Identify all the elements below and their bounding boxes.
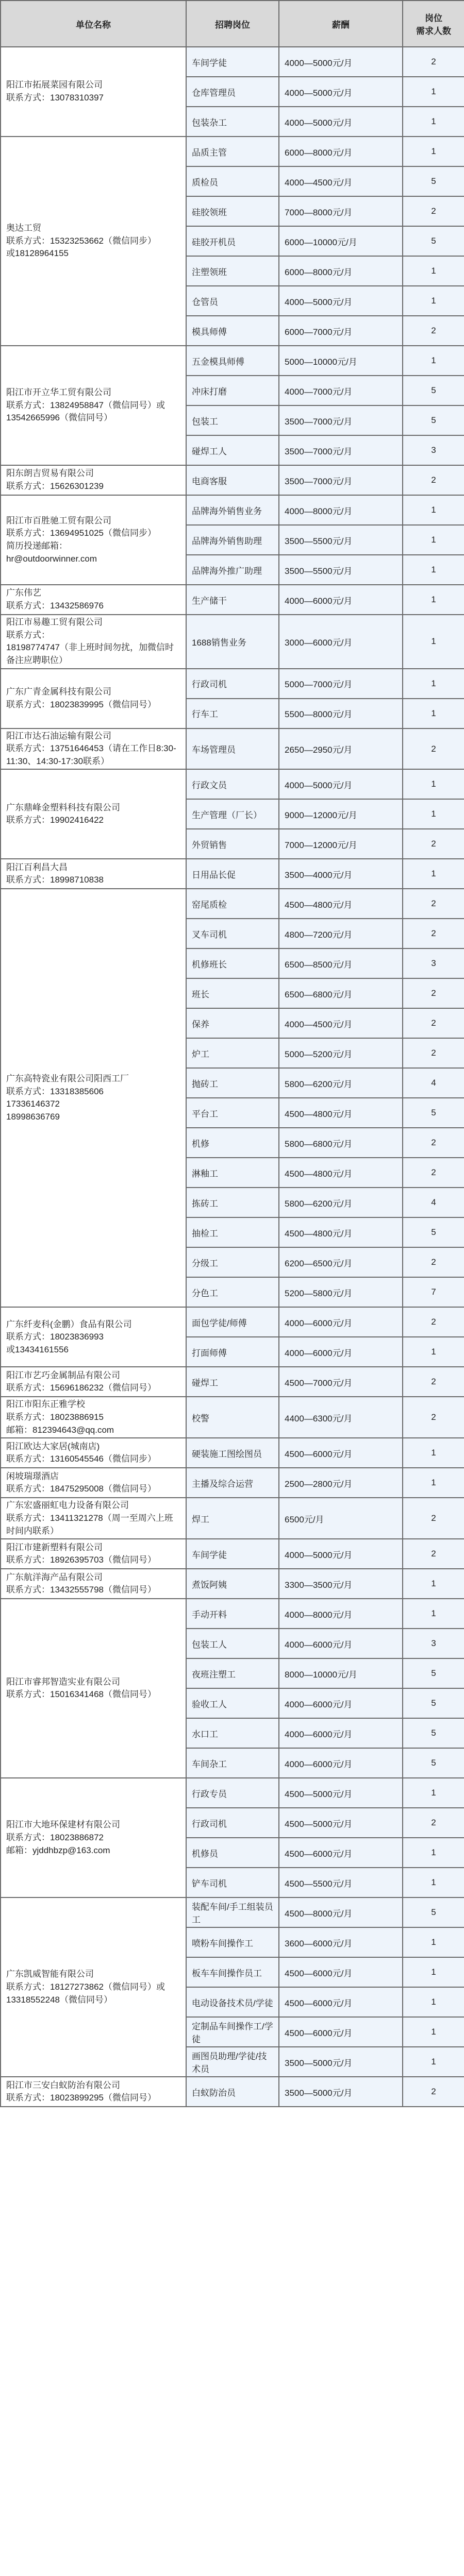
salary-cell: 4400—6300元/月 — [279, 1397, 403, 1438]
salary-cell: 5800—6200元/月 — [279, 1188, 403, 1217]
count-cell: 5 — [403, 226, 464, 256]
position-cell: 拣砖工 — [186, 1188, 279, 1217]
count-cell: 5 — [403, 1658, 464, 1688]
company-info: 奥达工贸 联系方式：15323253662（微信同步） 或18128964155 — [1, 137, 186, 346]
count-cell: 4 — [403, 1068, 464, 1098]
position-cell: 行政司机 — [186, 1808, 279, 1838]
count-cell: 2 — [403, 1008, 464, 1038]
salary-cell: 4500—4800元/月 — [279, 1098, 403, 1128]
company-info: 阳江市建新塑料有限公司 联系方式：18926395703（微信同号） — [1, 1539, 186, 1569]
table-row — [1, 585, 464, 615]
header-count: 岗位 需求人数 — [403, 1, 464, 47]
position-cell: 品质主管 — [186, 137, 279, 166]
count-cell: 1 — [403, 495, 464, 525]
position-cell: 模具师傅 — [186, 316, 279, 346]
position-cell: 电动设备技术员/学徒 — [186, 1987, 279, 2017]
salary-cell: 4000—6000元/月 — [279, 585, 403, 615]
count-cell: 5 — [403, 166, 464, 196]
position-cell: 硬装施工图绘图员 — [186, 1438, 279, 1468]
position-cell: 机修 — [186, 1128, 279, 1158]
company-info: 阳江欧达大家居(城南店) 联系方式：13160545546（微信同步） — [1, 1438, 186, 1468]
count-cell: 5 — [403, 1718, 464, 1748]
company-info: 阳江市拓展菜园有限公司 联系方式：13078310397 — [1, 47, 186, 137]
header-salary: 薪酬 — [279, 1, 403, 47]
salary-cell: 4000—5000元/月 — [279, 286, 403, 316]
salary-cell: 7000—8000元/月 — [279, 196, 403, 226]
salary-cell: 6200—6500元/月 — [279, 1247, 403, 1277]
salary-cell: 6000—10000元/月 — [279, 226, 403, 256]
salary-cell: 4500—4800元/月 — [279, 1217, 403, 1247]
salary-cell: 4000—6000元/月 — [279, 1718, 403, 1748]
salary-cell: 4000—5000元/月 — [279, 769, 403, 799]
count-cell: 1 — [403, 256, 464, 286]
table-row — [1, 889, 464, 919]
count-cell: 2 — [403, 728, 464, 770]
company-info: 阳江市达石油运输有限公司 联系方式：13751646453（请在工作日8:30-11:30、14:30-17:30联系） — [1, 728, 186, 770]
company-info: 广东伟艺 联系方式：13432586976 — [1, 585, 186, 615]
salary-cell: 2650—2950元/月 — [279, 728, 403, 770]
salary-cell: 4500—6000元/月 — [279, 1957, 403, 1987]
position-cell: 面包学徒/师傅 — [186, 1307, 279, 1337]
table-row — [1, 1367, 464, 1397]
position-cell: 炉工 — [186, 1038, 279, 1068]
company-info: 广东广青金属科技有限公司 联系方式：18023839995（微信同号） — [1, 669, 186, 728]
company-info: 阳江市睿邦智造实业有限公司 联系方式：15016341468（微信同号） — [1, 1599, 186, 1778]
position-cell: 仓管员 — [186, 286, 279, 316]
salary-cell: 4000—6000元/月 — [279, 1688, 403, 1718]
count-cell: 2 — [403, 465, 464, 495]
table-row — [1, 1468, 464, 1498]
count-cell: 2 — [403, 47, 464, 77]
count-cell: 5 — [403, 1688, 464, 1718]
count-cell: 1 — [403, 555, 464, 585]
count-cell: 2 — [403, 1128, 464, 1158]
count-cell: 1 — [403, 137, 464, 166]
position-cell: 水口工 — [186, 1718, 279, 1748]
position-cell: 画图员助理/学徒/技术员 — [186, 2047, 279, 2077]
salary-cell: 4500—4800元/月 — [279, 1158, 403, 1188]
count-cell: 2 — [403, 1539, 464, 1569]
position-cell: 打面师傅 — [186, 1337, 279, 1367]
position-cell: 电商客服 — [186, 465, 279, 495]
header-company: 单位名称 — [1, 1, 186, 47]
count-cell: 1 — [403, 699, 464, 728]
salary-cell: 5000—7000元/月 — [279, 669, 403, 699]
count-cell: 4 — [403, 1188, 464, 1217]
table-row — [1, 1498, 464, 1539]
count-cell: 2 — [403, 978, 464, 1008]
count-cell: 1 — [403, 1957, 464, 1987]
salary-cell: 3500—5000元/月 — [279, 2077, 403, 2107]
position-cell: 煮饭阿姨 — [186, 1569, 279, 1599]
position-cell: 抽检工 — [186, 1217, 279, 1247]
salary-cell: 4500—7000元/月 — [279, 1367, 403, 1397]
count-cell: 2 — [403, 1498, 464, 1539]
table-row — [1, 615, 464, 669]
position-cell: 机修班长 — [186, 948, 279, 978]
salary-cell: 4500—4800元/月 — [279, 889, 403, 919]
position-cell: 日用品长促 — [186, 859, 279, 889]
count-cell: 2 — [403, 196, 464, 226]
salary-cell: 4000—5000元/月 — [279, 77, 403, 107]
salary-cell: 4500—6000元/月 — [279, 1838, 403, 1868]
salary-cell: 4000—6000元/月 — [279, 1748, 403, 1778]
position-cell: 机修员 — [186, 1838, 279, 1868]
position-cell: 平台工 — [186, 1098, 279, 1128]
count-cell: 1 — [403, 525, 464, 555]
count-cell: 1 — [403, 669, 464, 699]
company-info: 阳江市易趣工贸有限公司 联系方式： 18198774747（非上班时间勿扰，加微信时备注应聘职位） — [1, 615, 186, 669]
position-cell: 夜班注塑工 — [186, 1658, 279, 1688]
table-row — [1, 1569, 464, 1599]
table-row — [1, 1397, 464, 1438]
salary-cell: 6000—7000元/月 — [279, 316, 403, 346]
count-cell: 5 — [403, 1897, 464, 1927]
position-cell: 定制品车间操作工/学徒 — [186, 2017, 279, 2047]
salary-cell: 6500—8500元/月 — [279, 948, 403, 978]
salary-cell: 3300—3500元/月 — [279, 1569, 403, 1599]
header-position: 招聘岗位 — [186, 1, 279, 47]
company-info: 广东航洋海产品有限公司 联系方式：13432555798（微信同号） — [1, 1569, 186, 1599]
salary-cell: 3500—5000元/月 — [279, 2047, 403, 2077]
count-cell: 5 — [403, 405, 464, 435]
position-cell: 五金模具师傅 — [186, 346, 279, 376]
header-row — [1, 1, 464, 47]
table-row — [1, 859, 464, 889]
salary-cell: 7000—12000元/月 — [279, 829, 403, 859]
count-cell: 2 — [403, 1247, 464, 1277]
salary-cell: 3500—7000元/月 — [279, 435, 403, 465]
position-cell: 保养 — [186, 1008, 279, 1038]
salary-cell: 6000—8000元/月 — [279, 137, 403, 166]
position-cell: 车间杂工 — [186, 1748, 279, 1778]
position-cell: 外贸销售 — [186, 829, 279, 859]
position-cell: 验收工人 — [186, 1688, 279, 1718]
salary-cell: 4000—6000元/月 — [279, 1337, 403, 1367]
company-info: 阳江市艺巧金属制品有限公司 联系方式：15696186232（微信同号） — [1, 1367, 186, 1397]
salary-cell: 6500元/月 — [279, 1498, 403, 1539]
salary-cell: 5800—6800元/月 — [279, 1128, 403, 1158]
position-cell: 行政文员 — [186, 769, 279, 799]
position-cell: 校警 — [186, 1397, 279, 1438]
table-row — [1, 1438, 464, 1468]
count-cell: 2 — [403, 1158, 464, 1188]
salary-cell: 3500—5500元/月 — [279, 555, 403, 585]
count-cell: 1 — [403, 1468, 464, 1498]
company-info: 阳东朗吉贸易有限公司 联系方式：15626301239 — [1, 465, 186, 495]
count-cell: 3 — [403, 435, 464, 465]
count-cell: 1 — [403, 799, 464, 829]
count-cell: 7 — [403, 1277, 464, 1307]
salary-cell: 4500—5000元/月 — [279, 1778, 403, 1808]
position-cell: 焊工 — [186, 1498, 279, 1539]
company-info: 阳江市开立华工贸有限公司 联系方式：13824958847（微信同号）或13542665996（微信同号） — [1, 346, 186, 465]
position-cell: 分色工 — [186, 1277, 279, 1307]
count-cell: 2 — [403, 889, 464, 919]
table-row — [1, 47, 464, 77]
salary-cell: 4000—5000元/月 — [279, 47, 403, 77]
count-cell: 1 — [403, 1987, 464, 2017]
position-cell: 喷粉车间操作工 — [186, 1927, 279, 1957]
position-cell: 仓库管理员 — [186, 77, 279, 107]
count-cell: 2 — [403, 1307, 464, 1337]
position-cell: 生产储干 — [186, 585, 279, 615]
count-cell: 1 — [403, 1778, 464, 1808]
position-cell: 主播及综合运营 — [186, 1468, 279, 1498]
position-cell: 1688销售业务 — [186, 615, 279, 669]
count-cell: 1 — [403, 1337, 464, 1367]
count-cell: 5 — [403, 1098, 464, 1128]
count-cell: 1 — [403, 346, 464, 376]
position-cell: 品牌海外销售业务 — [186, 495, 279, 525]
count-cell: 2 — [403, 829, 464, 859]
salary-cell: 4000—7000元/月 — [279, 376, 403, 405]
salary-cell: 4800—7200元/月 — [279, 919, 403, 948]
count-cell: 2 — [403, 1808, 464, 1838]
count-cell: 1 — [403, 2017, 464, 2047]
position-cell: 车场管理员 — [186, 728, 279, 770]
table-row — [1, 1897, 464, 1927]
position-cell: 叉车司机 — [186, 919, 279, 948]
position-cell: 班长 — [186, 978, 279, 1008]
count-cell: 5 — [403, 1748, 464, 1778]
position-cell: 冲床打磨 — [186, 376, 279, 405]
table-row — [1, 2077, 464, 2107]
count-cell: 1 — [403, 1927, 464, 1957]
salary-cell: 9000—12000元/月 — [279, 799, 403, 829]
position-cell: 车间学徒 — [186, 1539, 279, 1569]
position-cell: 品牌海外销售助理 — [186, 525, 279, 555]
salary-cell: 3500—4000元/月 — [279, 859, 403, 889]
count-cell: 1 — [403, 286, 464, 316]
salary-cell: 4000—8000元/月 — [279, 495, 403, 525]
position-cell: 行车工 — [186, 699, 279, 728]
count-cell: 2 — [403, 316, 464, 346]
salary-cell: 4500—6000元/月 — [279, 1987, 403, 2017]
salary-cell: 5200—5800元/月 — [279, 1277, 403, 1307]
position-cell: 包装工 — [186, 405, 279, 435]
count-cell: 1 — [403, 615, 464, 669]
count-cell: 1 — [403, 2047, 464, 2077]
salary-cell: 3500—7000元/月 — [279, 465, 403, 495]
position-cell: 手动开料 — [186, 1599, 279, 1629]
position-cell: 板车车间操作员工 — [186, 1957, 279, 1987]
count-cell: 1 — [403, 585, 464, 615]
table-row — [1, 1539, 464, 1569]
count-cell: 2 — [403, 2077, 464, 2107]
count-cell: 5 — [403, 376, 464, 405]
count-cell: 1 — [403, 769, 464, 799]
salary-cell: 4000—8000元/月 — [279, 1599, 403, 1629]
company-info: 阳江百利昌大昌 联系方式：18998710838 — [1, 859, 186, 889]
company-info: 阳江市阳东正雅学校 联系方式：18023886915 邮箱：812394643@qq.com — [1, 1397, 186, 1438]
position-cell: 抛砖工 — [186, 1068, 279, 1098]
count-cell: 1 — [403, 1868, 464, 1897]
position-cell: 质检员 — [186, 166, 279, 196]
company-info: 广东凯威智能有限公司 联系方式：18127273862（微信同号）或13318552248（微信同号） — [1, 1897, 186, 2077]
position-cell: 行政专员 — [186, 1778, 279, 1808]
salary-cell: 3000—6000元/月 — [279, 615, 403, 669]
table-row — [1, 769, 464, 799]
company-info: 阳江市大地环保建材有限公司 联系方式：18023886872 邮箱：yjddhbzp@163.com — [1, 1778, 186, 1897]
salary-cell: 4500—8000元/月 — [279, 1897, 403, 1927]
table-row — [1, 1599, 464, 1629]
position-cell: 窑尾质检 — [186, 889, 279, 919]
position-cell: 碰焊工人 — [186, 435, 279, 465]
salary-cell: 4000—6000元/月 — [279, 1307, 403, 1337]
company-info: 广东纤麦科(金鹏）食品有限公司 联系方式：18023836993 或13434161556 — [1, 1307, 186, 1367]
position-cell: 注塑领班 — [186, 256, 279, 286]
count-cell: 1 — [403, 1438, 464, 1468]
company-info: 广东宏盛丽虹电力设备有限公司 联系方式：13411321278（周一至周六上班时间内联系） — [1, 1498, 186, 1539]
table-row — [1, 465, 464, 495]
position-cell: 硅胶开机员 — [186, 226, 279, 256]
salary-cell: 4500—6000元/月 — [279, 2017, 403, 2047]
position-cell: 碰焊工 — [186, 1367, 279, 1397]
salary-cell: 6500—6800元/月 — [279, 978, 403, 1008]
company-info: 广东高特瓷业有限公司阳西工厂 联系方式：13318385606 17336146372 18998636769 — [1, 889, 186, 1307]
table-row — [1, 1778, 464, 1808]
salary-cell: 3500—7000元/月 — [279, 405, 403, 435]
table-row — [1, 137, 464, 166]
company-info: 广东鼎峰金塑料科技有限公司 联系方式：19902416422 — [1, 769, 186, 859]
salary-cell: 4500—5000元/月 — [279, 1808, 403, 1838]
salary-cell: 4000—5000元/月 — [279, 107, 403, 137]
company-info: 闲坡瑞璟酒店 联系方式：18475295008（微信同号） — [1, 1468, 186, 1498]
table-body — [1, 47, 464, 2107]
position-cell: 分级工 — [186, 1247, 279, 1277]
position-cell: 车间学徒 — [186, 47, 279, 77]
table-row — [1, 669, 464, 699]
position-cell: 淋釉工 — [186, 1158, 279, 1188]
table-row — [1, 1307, 464, 1337]
count-cell: 2 — [403, 1038, 464, 1068]
salary-cell: 4000—5000元/月 — [279, 1539, 403, 1569]
table-row — [1, 728, 464, 770]
count-cell: 1 — [403, 77, 464, 107]
table-row — [1, 346, 464, 376]
count-cell: 1 — [403, 859, 464, 889]
count-cell: 1 — [403, 1838, 464, 1868]
count-cell: 5 — [403, 1217, 464, 1247]
salary-cell: 5000—10000元/月 — [279, 346, 403, 376]
count-cell: 2 — [403, 1367, 464, 1397]
position-cell: 白蚁防治员 — [186, 2077, 279, 2107]
salary-cell: 3500—5500元/月 — [279, 525, 403, 555]
count-cell: 3 — [403, 1629, 464, 1658]
count-cell: 1 — [403, 107, 464, 137]
salary-cell: 5800—6200元/月 — [279, 1068, 403, 1098]
count-cell: 1 — [403, 1569, 464, 1599]
salary-cell: 4000—4500元/月 — [279, 1008, 403, 1038]
count-cell: 3 — [403, 948, 464, 978]
salary-cell: 4000—4500元/月 — [279, 166, 403, 196]
position-cell: 包装杂工 — [186, 107, 279, 137]
salary-cell: 6000—8000元/月 — [279, 256, 403, 286]
salary-cell: 5500—8000元/月 — [279, 699, 403, 728]
salary-cell: 3600—6000元/月 — [279, 1927, 403, 1957]
salary-cell: 4500—6000元/月 — [279, 1438, 403, 1468]
table-row — [1, 495, 464, 525]
company-info: 阳江市三安白蚁防治有限公司 联系方式：18023899295（微信同号） — [1, 2077, 186, 2107]
position-cell: 铲车司机 — [186, 1868, 279, 1897]
count-cell: 1 — [403, 1599, 464, 1629]
position-cell: 生产管理（厂长） — [186, 799, 279, 829]
position-cell: 行政司机 — [186, 669, 279, 699]
salary-cell: 4000—6000元/月 — [279, 1629, 403, 1658]
position-cell: 装配车间/手工组装员工 — [186, 1897, 279, 1927]
company-info: 阳江市百胜驰工贸有限公司 联系方式：13694951025（微信同步） 简历投递邮箱： hr@outdoorwinner.com — [1, 495, 186, 585]
position-cell: 硅胶领班 — [186, 196, 279, 226]
salary-cell: 4500—5500元/月 — [279, 1868, 403, 1897]
salary-cell: 8000—10000元/月 — [279, 1658, 403, 1688]
salary-cell: 2500—2800元/月 — [279, 1468, 403, 1498]
count-cell: 2 — [403, 1397, 464, 1438]
salary-cell: 5000—5200元/月 — [279, 1038, 403, 1068]
count-cell: 2 — [403, 919, 464, 948]
position-cell: 品牌海外推广助理 — [186, 555, 279, 585]
position-cell: 包装工人 — [186, 1629, 279, 1658]
